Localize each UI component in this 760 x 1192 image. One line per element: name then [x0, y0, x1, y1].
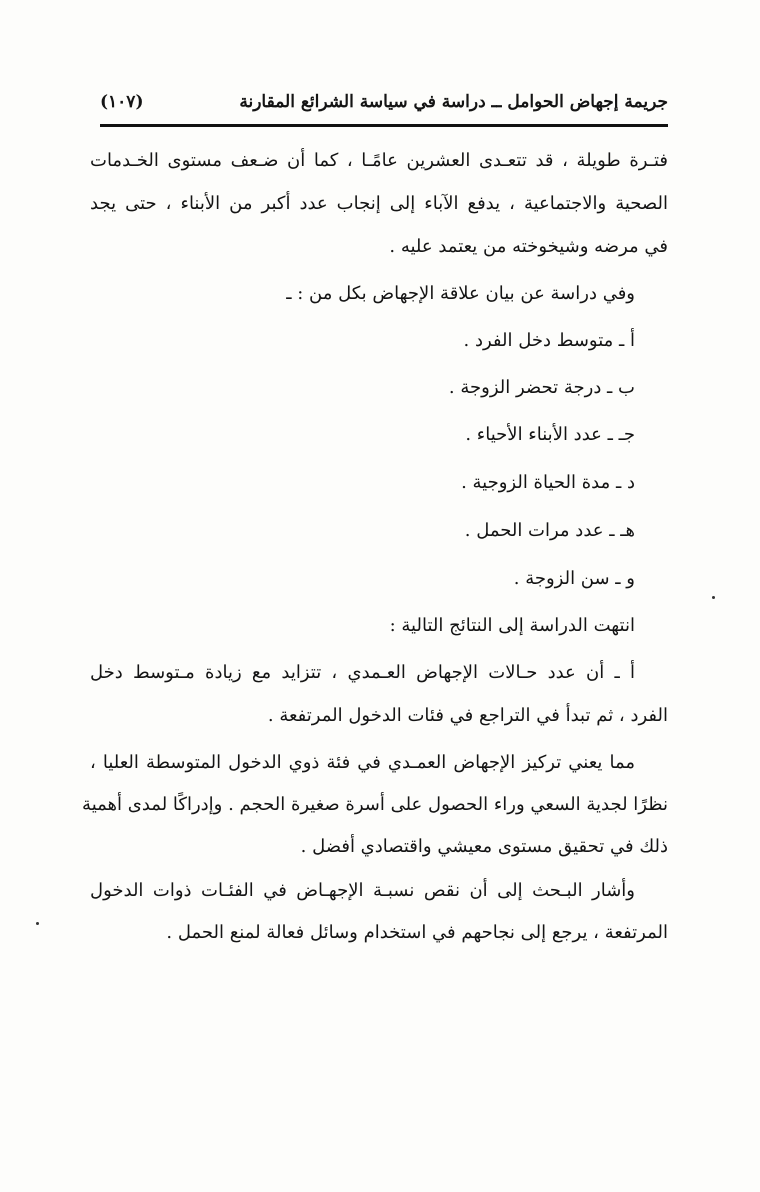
text-line: أ ـ أن عدد حـالات الإجهاض العـمدي ، تتزايد مع زيادة مـتوسط دخل: [90, 662, 635, 683]
list-item: أ ـ متوسط دخل الفرد .: [463, 330, 635, 351]
text-line: الفرد ، ثم تبدأ في التراجع في فئات الدخول المرتفعة .: [267, 705, 668, 726]
list-item: هـ ـ عدد مرات الحمل .: [464, 520, 635, 541]
list-item: و ـ سن الزوجة .: [513, 568, 635, 589]
text-line: الصحية والاجتماعية ، يدفع الآباء إلى إنجاب عدد أكبر من الأبناء ، حتى يجد: [90, 193, 668, 214]
header-rule: [100, 124, 668, 127]
text-line: مما يعني تركيز الإجهاض العمـدي في فئة ذوي الدخول المتوسطة العليا ،: [90, 752, 635, 773]
page-number: (١٠٧): [100, 92, 144, 112]
text-line: المرتفعة ، يرجع إلى نجاحهم في استخدام وسائل فعالة لمنع الحمل .: [166, 922, 668, 943]
list-item: ب ـ درجة تحضر الزوجة .: [448, 377, 635, 398]
text-line: وأشار البـحث إلى أن نقص نسبـة الإجهـاض في الفئـات ذوات الدخول: [90, 880, 635, 901]
text-line: انتهت الدراسة إلى النتائج التالية :: [389, 615, 635, 636]
text-line: ذلك في تحقيق مستوى معيشي واقتصادي أفضل .: [300, 836, 668, 857]
list-item: د ـ مدة الحياة الزوجية .: [461, 472, 635, 493]
scan-speck: [36, 922, 39, 925]
running-header: [100, 92, 668, 122]
list-item: جـ ـ عدد الأبناء الأحياء .: [465, 424, 635, 445]
running-title: جريمة إجهاض الحوامل ــ دراسة في سياسة الشرائع المقارنة: [239, 92, 668, 112]
text-line: فتـرة طويلة ، قد تتعـدى العشرين عامًـا ، كما أن ضـعف مستوى الخـدمات: [90, 150, 668, 171]
text-line: نظرًا لجدية السعي وراء الحصول على أسرة صغيرة الحجم . وإدراكًا لمدى أهمية: [82, 794, 668, 815]
text-line: وفي دراسة عن بيان علاقة الإجهاض بكل من : ـ: [286, 283, 635, 304]
text-line: في مرضه وشيخوخته من يعتمد عليه .: [389, 236, 668, 257]
scan-speck: [712, 596, 715, 599]
